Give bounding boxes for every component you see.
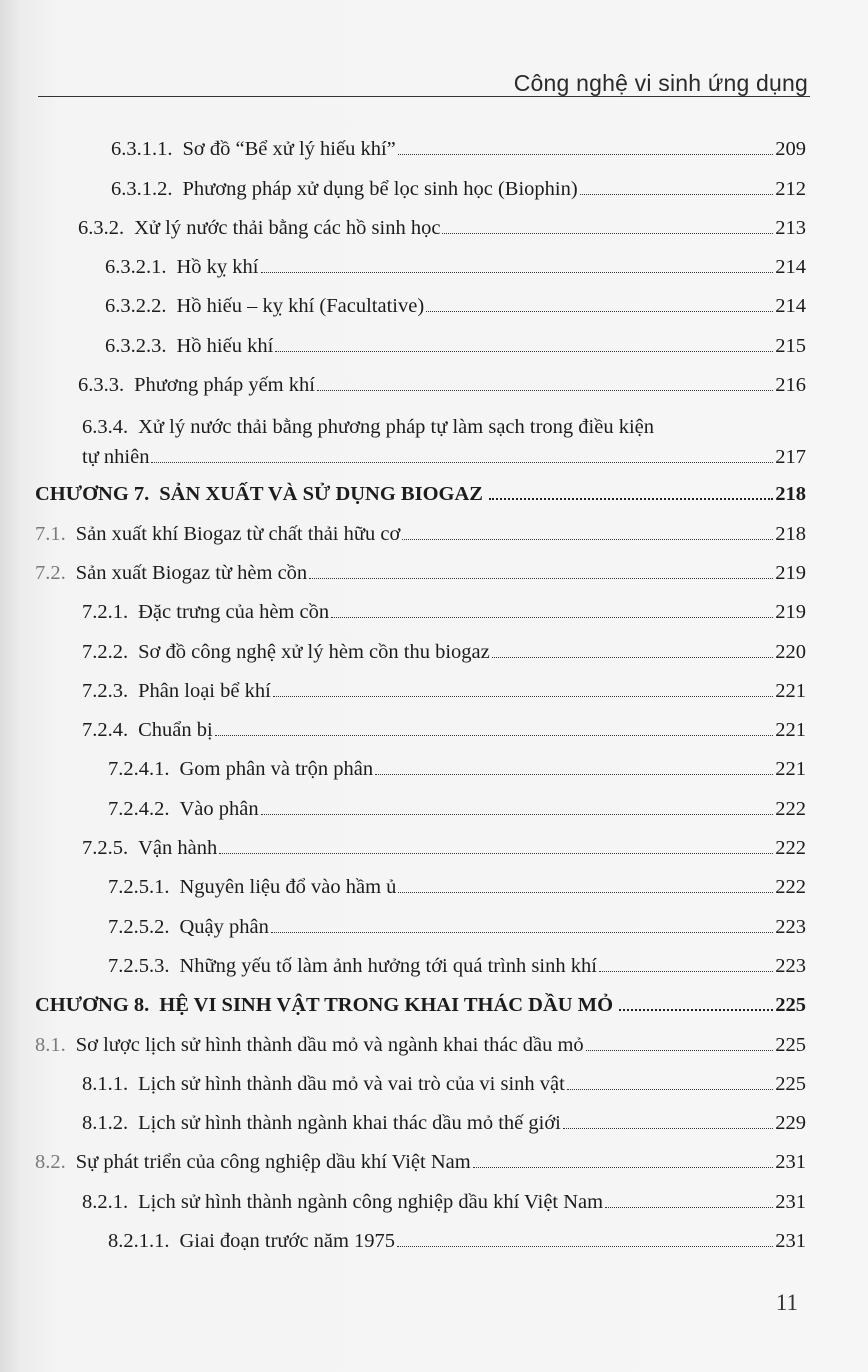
running-header: Công nghệ vi sinh ứng dụng: [513, 70, 808, 96]
dot-leader: [563, 1128, 773, 1129]
dot-leader: [398, 154, 773, 155]
toc-entry-page: 209: [775, 138, 806, 161]
toc-entry-page: 222: [775, 876, 806, 899]
toc-entry: [0, 591, 868, 630]
dot-leader: [273, 696, 773, 697]
toc-entry-number: 6.3.2.3.: [105, 334, 167, 357]
toc-entry-title: Xử lý nước thải bằng các hồ sinh học: [134, 216, 441, 239]
toc-entry-number: 7.2.: [35, 561, 66, 584]
toc-entry-title: Phương pháp xử dụng bể lọc sinh học (Biophin): [182, 177, 578, 200]
toc-entry-number: 7.2.5.1.: [108, 876, 170, 899]
toc-entry-number: 6.3.2.: [78, 216, 125, 239]
toc-entry-number: 8.1.2.: [82, 1112, 129, 1135]
toc-entry-title: Gom phân và trộn phân: [179, 758, 374, 781]
dot-leader: [489, 498, 773, 500]
toc-entry-number: 8.1.1.: [82, 1072, 129, 1095]
toc-entry-title: Quậy phân: [179, 915, 269, 938]
toc-chapter-entry: [0, 473, 868, 512]
toc-entry-page: 222: [775, 797, 806, 820]
toc-entry-page: 229: [775, 1112, 806, 1135]
toc-entry-page: 221: [775, 679, 806, 702]
toc-entry-number: 7.2.3.: [82, 679, 129, 702]
dot-leader: [309, 578, 773, 579]
toc-entry-number: 7.2.4.1.: [108, 758, 170, 781]
toc-entry-title: Sự phát triển của công nghiệp dầu khí Việt Nam: [75, 1151, 471, 1174]
dot-leader: [567, 1089, 773, 1090]
toc-entry-page: 212: [775, 177, 806, 200]
dot-leader: [473, 1167, 774, 1168]
toc-entry-title: Phương pháp yếm khí: [134, 374, 315, 397]
toc-entry-page: 222: [775, 837, 806, 860]
toc-entry-page: 216: [775, 374, 806, 397]
toc-entry-number: CHƯƠNG 8.: [35, 994, 150, 1017]
toc-entry-page: 214: [775, 256, 806, 279]
toc-entry: [0, 866, 868, 905]
dot-leader: [271, 932, 773, 933]
dot-leader: [492, 657, 774, 658]
toc-entry-page: 231: [775, 1151, 806, 1174]
dot-leader: [317, 390, 773, 391]
toc-entry-number: 6.3.1.1.: [111, 138, 173, 161]
toc-entry-number: 6.3.2.1.: [105, 256, 167, 279]
table-of-contents: [0, 128, 868, 1259]
toc-entry: [0, 1102, 868, 1141]
toc-entry-title: Lịch sử hình thành ngành khai thác dầu mỏ thế giới: [138, 1112, 561, 1135]
toc-entry-number: 7.2.5.3.: [108, 954, 170, 977]
toc-entry-number: 7.2.5.: [82, 837, 129, 860]
toc-entry-title: Lịch sử hình thành dầu mỏ và vai trò của vi sinh vật: [138, 1072, 565, 1095]
toc-entry-page: 225: [775, 1033, 806, 1056]
header-rule: [38, 96, 810, 97]
toc-entry-title: Xử lý nước thải bằng phương pháp tự làm sạch trong điều kiện: [138, 416, 655, 439]
dot-leader: [426, 311, 773, 312]
toc-entry-title: Sơ lược lịch sử hình thành dầu mỏ và ngành khai thác dầu mỏ: [75, 1033, 584, 1056]
toc-entry: [0, 787, 868, 826]
toc-entry-page: 218: [775, 522, 806, 545]
toc-entry-number: CHƯƠNG 7.: [35, 483, 150, 506]
toc-entry-title: Phân loại bể khí: [138, 679, 271, 702]
toc-entry-title: Hồ hiếu – kỵ khí (Facultative): [176, 295, 425, 318]
dot-leader: [331, 617, 773, 618]
toc-entry-number: 7.2.1.: [82, 601, 129, 624]
dot-leader: [398, 892, 773, 893]
toc-entry: [0, 905, 868, 944]
toc-entry-page: 213: [775, 216, 806, 239]
toc-entry-number: 8.2.: [35, 1151, 66, 1174]
toc-entry: [0, 364, 868, 403]
dot-leader: [261, 814, 774, 815]
toc-entry-title: SẢN XUẤT VÀ SỬ DỤNG BIOGAZ: [159, 483, 483, 506]
toc-entry-page: 215: [775, 334, 806, 357]
toc-entry: [0, 827, 868, 866]
toc-entry-number: 8.2.1.1.: [108, 1230, 170, 1253]
dot-leader: [215, 735, 774, 736]
toc-entry-page: 220: [775, 640, 806, 663]
toc-entry: [0, 1063, 868, 1102]
toc-entry-title: Giai đoạn trước năm 1975: [179, 1230, 396, 1253]
toc-entry-title: Sơ đồ “Bể xử lý hiếu khí”: [182, 138, 396, 161]
toc-entry: [0, 403, 868, 473]
toc-entry-number: 7.2.4.2.: [108, 797, 170, 820]
toc-entry-title: Chuẩn bị: [138, 719, 213, 742]
toc-entry-number: 6.3.1.2.: [111, 177, 173, 200]
dot-leader: [599, 971, 773, 972]
toc-entry-title: HỆ VI SINH VẬT TRONG KHAI THÁC DẦU MỎ: [159, 994, 614, 1017]
toc-entry-page: 223: [775, 915, 806, 938]
toc-entry-title: Hồ hiếu khí: [176, 334, 274, 357]
toc-entry-number: 6.3.2.2.: [105, 295, 167, 318]
toc-entry-number: 7.1.: [35, 522, 66, 545]
dot-leader: [219, 853, 773, 854]
toc-entry-title: Vận hành: [138, 837, 218, 860]
toc-entry: [0, 670, 868, 709]
toc-entry: [0, 630, 868, 669]
toc-entry-page: 219: [775, 601, 806, 624]
toc-entry-page: 225: [775, 1072, 806, 1095]
dot-leader: [261, 272, 774, 273]
toc-entry-page: 217: [775, 446, 806, 469]
toc-entry-page: 219: [775, 561, 806, 584]
toc-entry-title: Những yếu tố làm ảnh hưởng tới quá trình sinh khí: [179, 954, 597, 977]
dot-leader: [275, 351, 773, 352]
toc-entry-page: 225: [775, 994, 806, 1017]
toc-entry-title: Sản xuất khí Biogaz từ chất thải hữu cơ: [75, 522, 401, 545]
dot-leader: [619, 1009, 773, 1011]
toc-entry: [0, 324, 868, 363]
page-number: 11: [775, 1290, 798, 1315]
toc-entry-title: Sản xuất Biogaz từ hèm cồn: [75, 561, 308, 584]
toc-entry-number: 6.3.4.: [82, 416, 129, 439]
dot-leader: [586, 1050, 774, 1051]
toc-entry-number: 7.2.4.: [82, 719, 129, 742]
dot-leader: [402, 539, 773, 540]
toc-entry-title: Vào phân: [179, 797, 259, 820]
toc-chapter-entry: [0, 984, 868, 1023]
toc-entry-number: 6.3.3.: [78, 374, 125, 397]
toc-entry-page: 214: [775, 295, 806, 318]
toc-entry-title: Lịch sử hình thành ngành công nghiệp dầu khí Việt Nam: [138, 1190, 604, 1213]
toc-entry-number: 8.1.: [35, 1033, 66, 1056]
toc-entry: [0, 246, 868, 285]
toc-entry: [0, 128, 868, 167]
toc-entry: [0, 1220, 868, 1259]
toc-entry: [0, 1180, 868, 1219]
toc-entry: [0, 167, 868, 206]
toc-entry-page: 223: [775, 954, 806, 977]
toc-entry: [0, 748, 868, 787]
toc-entry-number: 7.2.2.: [82, 640, 129, 663]
toc-entry-page: 231: [775, 1190, 806, 1213]
dot-leader: [375, 774, 773, 775]
toc-entry-page: 221: [775, 719, 806, 742]
toc-entry-page: 231: [775, 1230, 806, 1253]
toc-entry-page: 218: [775, 483, 806, 506]
dot-leader: [442, 233, 773, 234]
toc-entry-title: Sơ đồ công nghệ xử lý hèm cồn thu biogaz: [138, 640, 490, 663]
toc-entry-title: Đặc trưng của hèm cồn: [138, 601, 330, 624]
toc-entry-title: Hồ kỵ khí: [176, 256, 259, 279]
toc-entry: [0, 285, 868, 324]
dot-leader: [605, 1207, 773, 1208]
toc-entry-number: 7.2.5.2.: [108, 915, 170, 938]
toc-entry: [0, 552, 868, 591]
dot-leader: [151, 462, 773, 463]
toc-entry-page: 221: [775, 758, 806, 781]
toc-entry: [0, 207, 868, 246]
toc-entry: [0, 1141, 868, 1180]
dot-leader: [580, 194, 774, 195]
toc-entry: [0, 709, 868, 748]
toc-entry-number: 8.2.1.: [82, 1190, 129, 1213]
toc-entry-title: Nguyên liệu đổ vào hầm ủ: [179, 876, 397, 899]
toc-entry: [0, 1023, 868, 1062]
toc-entry-title-continued: tự nhiên: [82, 446, 150, 469]
toc-entry: [0, 945, 868, 984]
toc-entry: [0, 512, 868, 551]
dot-leader: [397, 1246, 773, 1247]
